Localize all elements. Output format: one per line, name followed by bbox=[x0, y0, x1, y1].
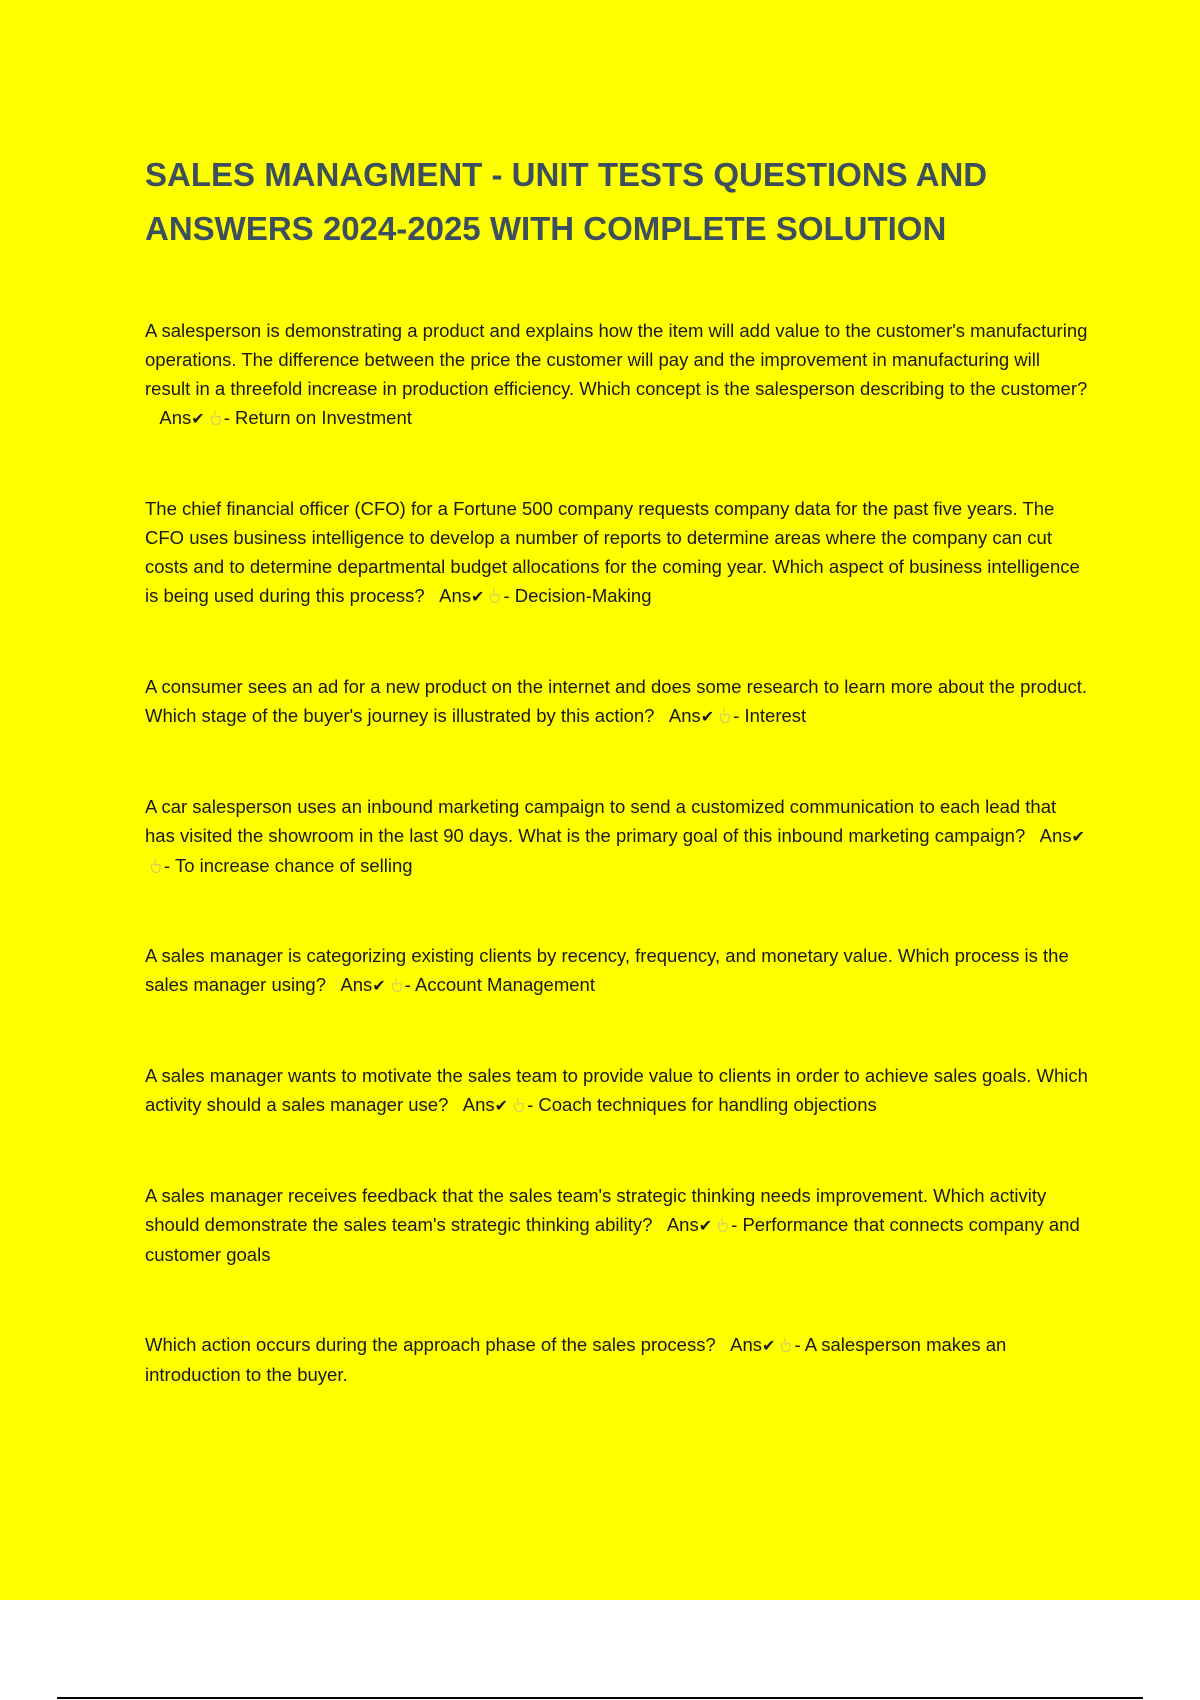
answer-separator: - bbox=[731, 1214, 743, 1235]
qa-item bbox=[145, 494, 1090, 611]
page-divider-line bbox=[57, 1697, 1143, 1699]
answer-text: Account Management bbox=[414, 974, 595, 995]
answer-prefix: Ans bbox=[462, 1094, 495, 1115]
answer-separator: - bbox=[794, 1334, 805, 1355]
answer-prefix: Ans bbox=[159, 407, 192, 428]
document-content bbox=[145, 148, 1090, 1389]
answer-separator: - bbox=[733, 705, 745, 726]
answer-prefix: Ans bbox=[730, 1334, 763, 1355]
question-text: The chief financial officer (CFO) for a Fortune 500 company requests company data for the past five years. The CFO uses business intelligence to develop a number of reports to determine areas where the company can cut costs and to determine departmental budget allocations for the coming year. Which aspect of business intelligence is being used during this process? bbox=[145, 498, 1080, 606]
pointing-hand-icon bbox=[716, 1217, 729, 1233]
answer-separator: - bbox=[164, 855, 175, 876]
pointing-hand-icon bbox=[779, 1337, 792, 1353]
answer-text: A salesperson makes an introduction to the buyer. bbox=[145, 1334, 1007, 1385]
answer-text: To increase chance of selling bbox=[174, 855, 413, 876]
answer-separator: - bbox=[223, 407, 236, 428]
question-text: A salesperson is demonstrating a product and explains how the item will add value to the customer's manufacturing operations. The difference between the price the customer will pay and the improvement in manufacturing will result in a threefold increase in production efficiency. Which concept is the salesperson describing to the customer? bbox=[145, 320, 1088, 399]
pointing-hand-icon bbox=[512, 1097, 525, 1113]
question-text: A sales manager is categorizing existing clients by recency, frequency, and monetary value. Which process is the sales manager using? bbox=[145, 945, 1069, 995]
answer-separator: - bbox=[527, 1094, 539, 1115]
qa-item bbox=[145, 1330, 1090, 1389]
qa-item bbox=[145, 1061, 1090, 1120]
answer-separator: - bbox=[503, 585, 515, 606]
answer-text: Coach techniques for handling objections bbox=[538, 1094, 877, 1115]
check-mark-icon: ✔ bbox=[1071, 827, 1085, 846]
check-mark-icon: ✔ bbox=[762, 1336, 776, 1355]
document-title: SALES MANAGMENT - UNIT TESTS QUESTIONS AND ANSWERS 2024-2025 WITH COMPLETE SOLUTION bbox=[145, 156, 988, 247]
answer-text: Decision-Making bbox=[514, 585, 652, 606]
check-mark-icon: ✔ bbox=[700, 707, 715, 726]
pointing-hand-icon bbox=[209, 410, 222, 426]
check-mark-icon: ✔ bbox=[698, 1216, 713, 1235]
answer-prefix: Ans bbox=[340, 974, 373, 995]
answer-separator: - bbox=[404, 974, 415, 995]
check-mark-icon: ✔ bbox=[372, 976, 386, 995]
pointing-hand-icon bbox=[390, 977, 403, 993]
question-text: A sales manager receives feedback that the sales team's strategic thinking needs improvement. Which activity should demonstrate the sales team's strategic thinking ability? bbox=[145, 1185, 1047, 1235]
check-mark-icon: ✔ bbox=[494, 1096, 509, 1115]
answer-prefix: Ans bbox=[1039, 825, 1072, 846]
answer-prefix: Ans bbox=[666, 1214, 699, 1235]
question-text: A sales manager wants to motivate the sales team to provide value to clients in order to achieve sales goals. Which activity should a sales manager use? bbox=[145, 1065, 1088, 1115]
check-mark-icon: ✔ bbox=[191, 409, 205, 428]
answer-prefix: Ans bbox=[668, 705, 701, 726]
question-text: Which action occurs during the approach phase of the sales process? bbox=[145, 1334, 716, 1355]
qa-item bbox=[145, 672, 1090, 731]
answer-text: Performance that connects company and customer goals bbox=[145, 1214, 1080, 1265]
qa-item bbox=[145, 1181, 1090, 1269]
pointing-hand-icon bbox=[149, 858, 162, 874]
check-mark-icon: ✔ bbox=[471, 587, 485, 606]
question-text: A car salesperson uses an inbound marketing campaign to send a customized communication to each lead that has visited the showroom in the last 90 days. What is the primary goal of this inbound marketing campaign? bbox=[145, 796, 1057, 846]
pointing-hand-icon bbox=[718, 708, 731, 724]
answer-text: Interest bbox=[744, 705, 807, 726]
qa-item bbox=[145, 316, 1090, 433]
question-text: A consumer sees an ad for a new product on the internet and does some research to learn more about the product. Which stage of the buyer's journey is illustrated by this action? bbox=[145, 676, 1088, 726]
qa-item bbox=[145, 792, 1090, 880]
pointing-hand-icon bbox=[488, 588, 501, 604]
answer-prefix: Ans bbox=[439, 585, 472, 606]
answer-text: Return on Investment bbox=[235, 407, 412, 428]
qa-item bbox=[145, 941, 1090, 1000]
